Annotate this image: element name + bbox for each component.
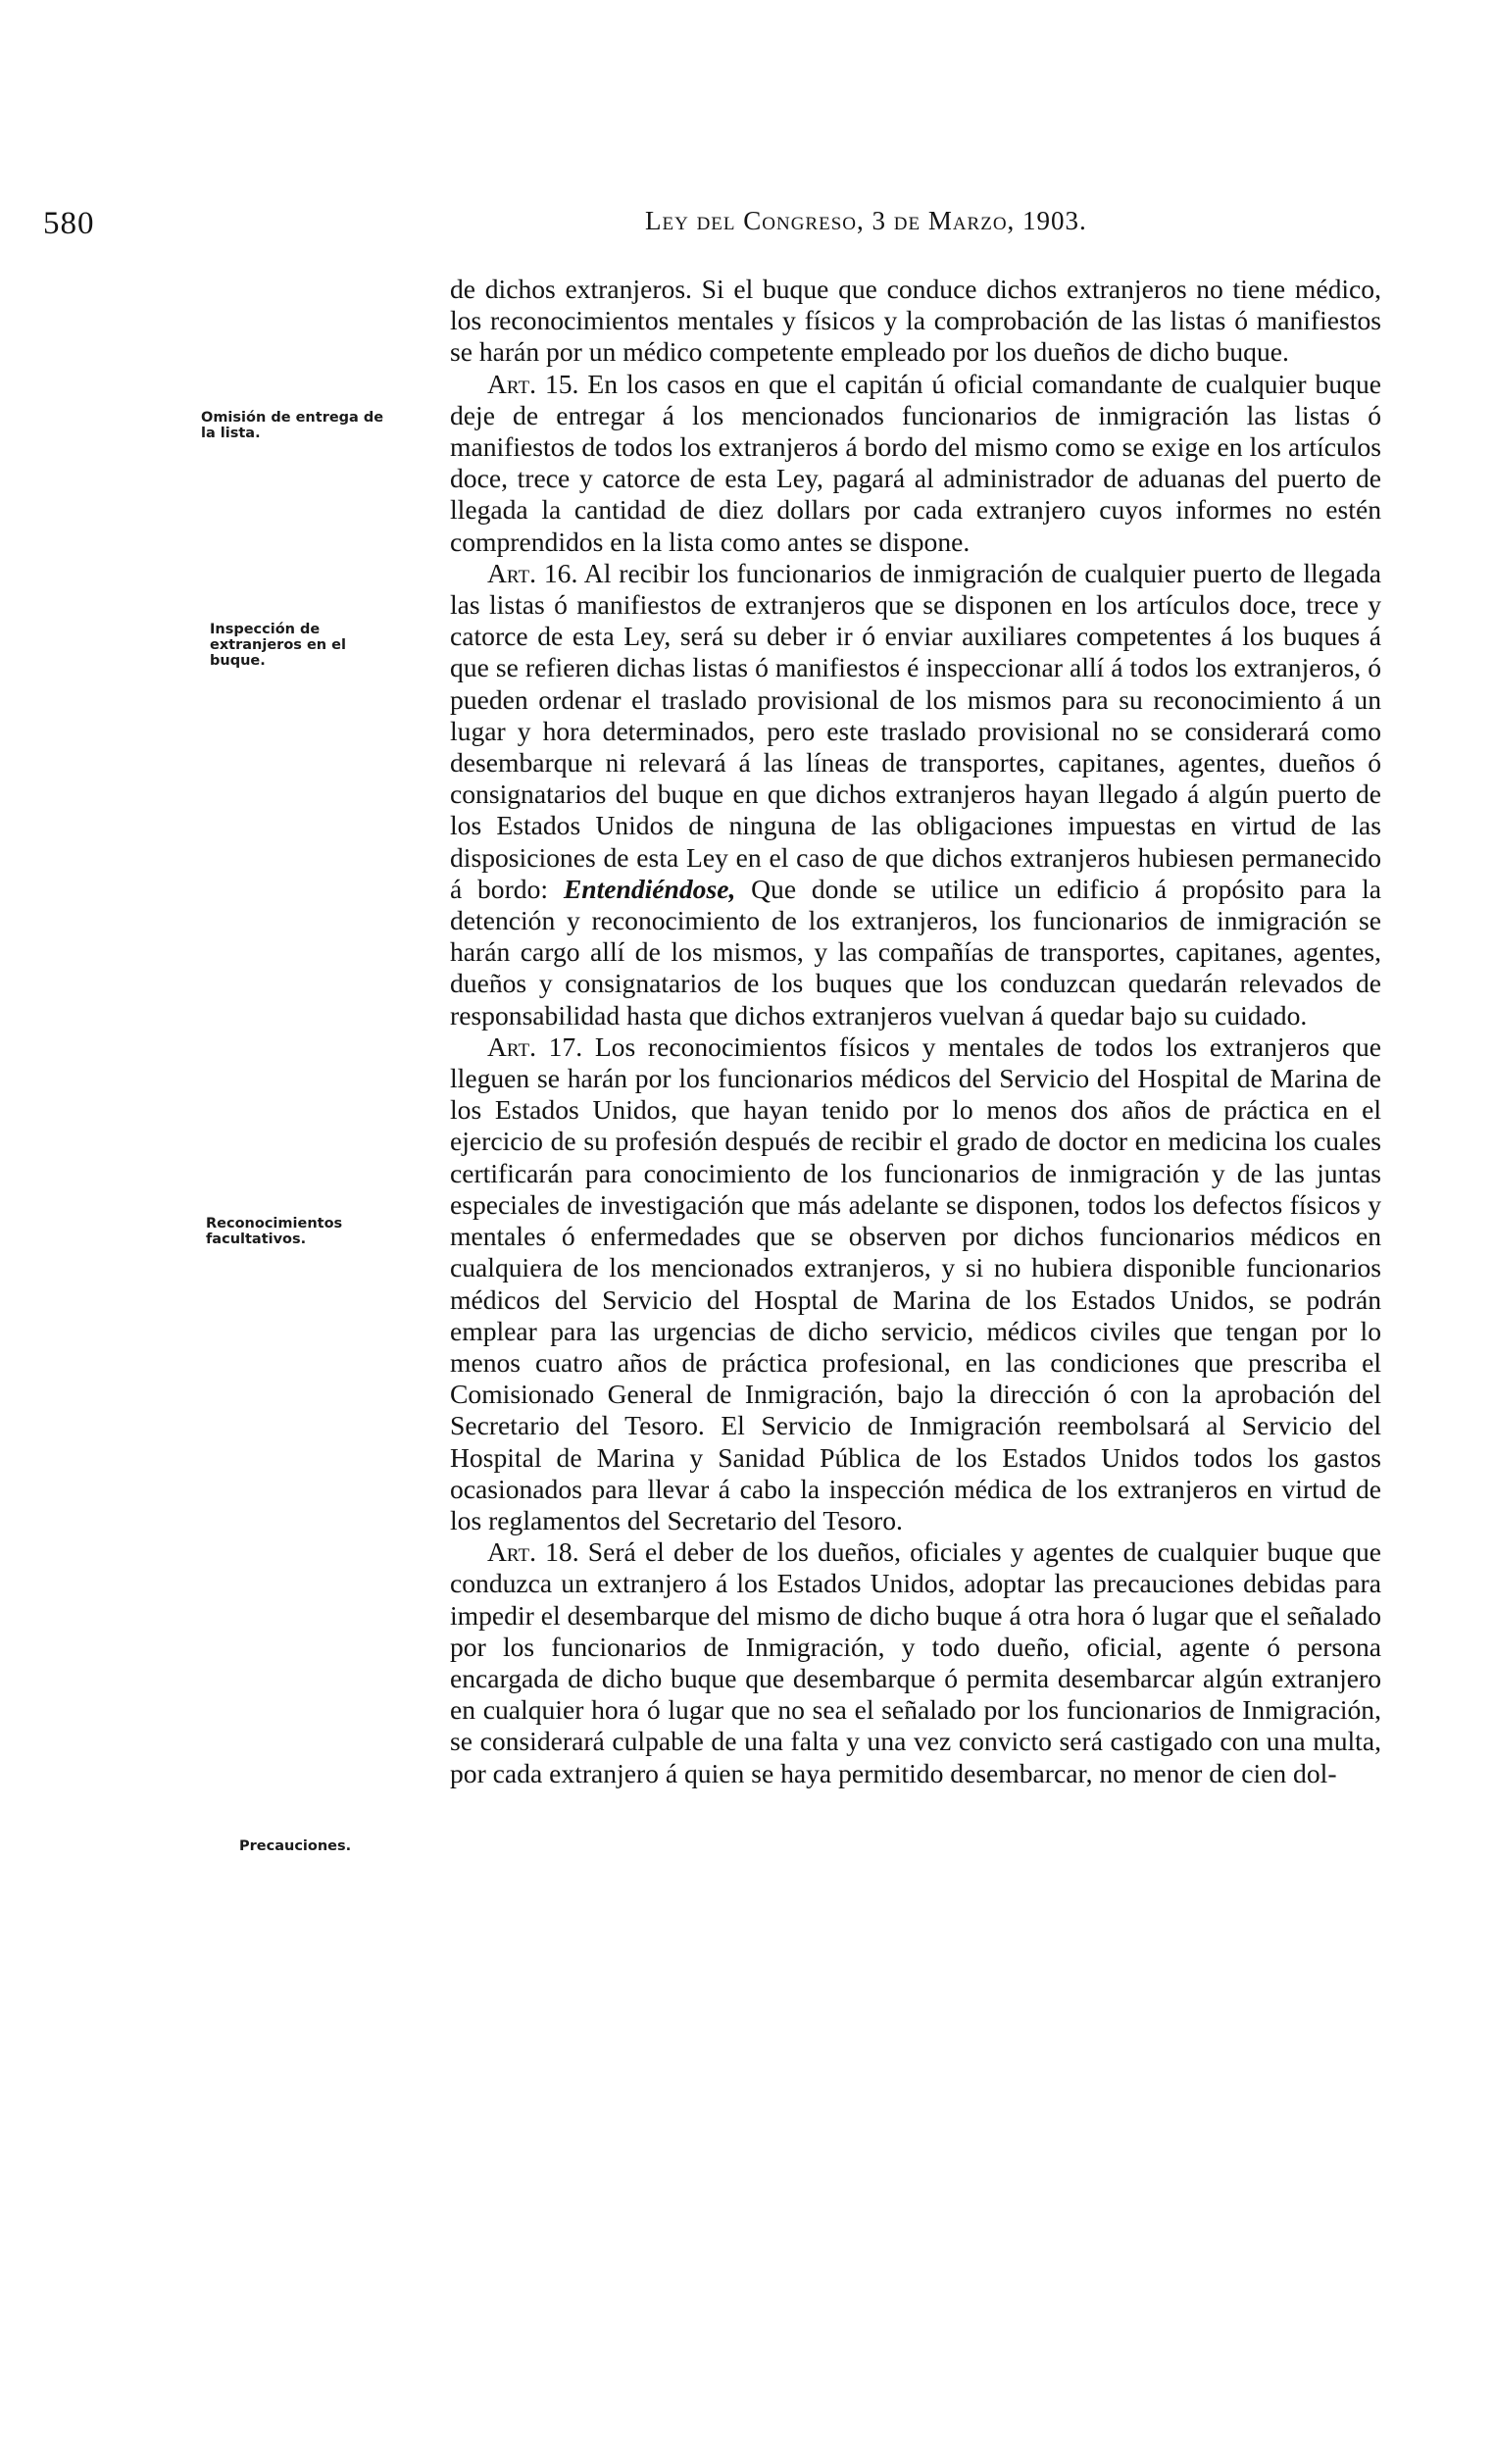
- proviso-term: Entendiéndose,: [563, 873, 736, 904]
- article-17: [450, 1031, 1381, 1536]
- continuation-paragraph: [450, 274, 1381, 369]
- article-text: En los casos en que el capitán ú oficial comandante de cualquier buque deje de entregar á los mencionados funcionarios de inmigración las listas ó manifiestos de todos los extranjeros á bordo del mismo como se exige en los artículos doce, trece y catorce de esta Ley, pagará al administrador de aduanas del puerto de llegada la cantidad de diez dollars por cada extranjero cuyos informes no estén comprendidos en la lista como antes se dispone.: [450, 368, 1381, 557]
- margin-note-precauciones: Precauciones.: [239, 1838, 352, 1854]
- article-label: Art. 15.: [487, 368, 579, 399]
- margin-note-reconocimientos: Reconocimientos facultativos.: [206, 1216, 343, 1247]
- article-15: [450, 369, 1381, 558]
- article-text: Al recibir los funcionarios de inmigración de cualquier puerto de llegada las listas ó manifiestos de extranjeros que se disponen en los artículos doce, trece y catorce de esta Ley, será su deber ir ó enviar auxiliares competentes á los buques á que se refieren dichas listas ó manifiestos é inspeccionar allí á todos los extranjeros, ó pueden ordenar el traslado provisional de los mismos para su reconocimiento á un lugar y hora determinados, pero este traslado provisional no se considerará como desembarque ni relevará á las líneas de transportes, capitanes, agentes, dueños ó consignatarios del buque en que dichos extranjeros hayan llegado á algún puerto de los Estados Unidos de ninguna de las obligaciones impuestas en virtud de las disposiciones de esta Ley en el caso de que dichos extranjeros hubiesen permanecido á bordo:: [450, 557, 1381, 904]
- page-number: 580: [43, 206, 95, 241]
- article-18: [450, 1536, 1381, 1789]
- article-label: Art. 17.: [487, 1031, 583, 1062]
- article-text-continued: Que donde se utilice un edificio á propósito para la detención y reconocimiento de los extranjeros, los funcionarios de inmigración se harán cargo allí de los mismos, y las compañías de transportes, capitanes, agentes, dueños y consignatarios de los buques que los conduzcan quedarán relevados de responsabilidad hasta que dichos extranjeros vuelvan á quedar bajo su cuidado.: [450, 873, 1381, 1031]
- body-text: [450, 274, 1381, 1789]
- article-label: Art. 16.: [487, 557, 578, 588]
- article-text: Será el deber de los dueños, oficiales y agentes de cualquier buque que conduzca un extranjero á los Estados Unidos, adoptar las precauciones debidas para impedir el desembarque del mismo de dicho buque á otra hora ó lugar que el señalado por los funcionarios de Inmigración, y todo dueño, oficial, agente ó persona encargada de dicho buque que desembarque ó permita desembarcar algún extranjero en cualquier hora ó lugar que no sea el señalado por los funcionarios de Inmigración, se considerará culpable de una falta y una vez convicto será castigado con una multa, por cada extranjero á quien se haya permitido desembarcar, no menor de cien dol-: [450, 1536, 1381, 1788]
- article-16: [450, 558, 1381, 1031]
- running-head: Ley del Congreso, 3 de Marzo, 1903.: [645, 206, 1087, 235]
- article-label: Art. 18.: [487, 1536, 579, 1568]
- article-text: Los reconocimientos físicos y mentales de todos los extranjeros que lleguen se harán por los funcionarios médicos del Servicio del Hospital de Marina de los Estados Unidos, que hayan tenido por lo menos dos años de práctica en el ejercicio de su profesión después de recibir el grado de doctor en medicina los cuales certificarán para conocimiento de los funcionarios de inmigración y de las juntas especiales de investigación que más adelante se disponen, todos los defectos físicos y mentales ó enfermedades que se observen por dichos funcionarios médicos en cualquiera de los mencionados extranjeros, y si no hubiera disponible funcionarios médicos del Servicio del Hosptal de Marina de los Estados Unidos, se podrán emplear para las urgencias de dicho servicio, médicos civiles que tengan por lo menos cuatro años de práctica profesional, en las condiciones que prescriba el Comisionado General de Inmigración, bajo la dirección ó con la aprobación del Secretario del Tesoro. El Servicio de Inmigración reembolsará al Servicio del Hospital de Marina y Sanidad Pública de los Estados Unidos todos los gastos ocasionados para llevar á cabo la inspección médica de los extranjeros en virtud de los reglamentos del Secretario del Tesoro.: [450, 1031, 1382, 1535]
- margin-note-omision: Omisión de entrega de la lista.: [201, 410, 384, 441]
- paragraph-text: de dichos extranjeros. Si el buque que conduce dichos extranjeros no tiene médico, los reconocimientos mentales y físicos y la comprobación de las listas ó manifiestos se harán por un médico competente empleado por los dueños de dicho buque.: [450, 274, 1381, 368]
- margin-note-inspeccion: Inspección de extranjeros en el buque.: [210, 622, 346, 669]
